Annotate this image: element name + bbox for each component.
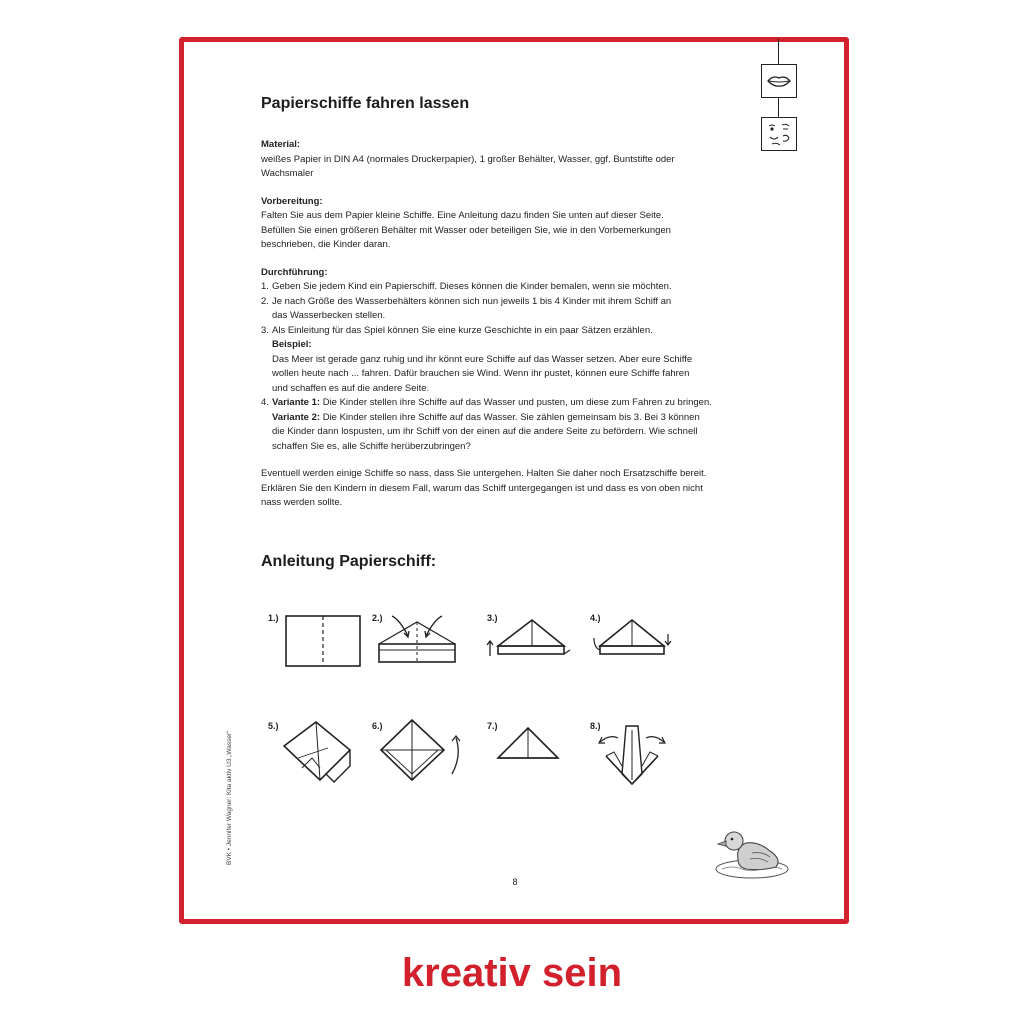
step-4: 4. Variante 1: Die Kinder stellen ihre Schiffe auf das Wasser und pusten, um diese zum Fahren zu bringen. (261, 397, 712, 408)
footer-tagline: kreativ sein (401, 951, 623, 995)
step-label: 6.) (372, 721, 383, 731)
step-1: 1. Geben Sie jedem Kind ein Papierschiff. Dieses können die Kinder bemalen, wenn sie möchten. (261, 281, 672, 292)
fold-step-7-diagram (492, 720, 570, 768)
step-label: 8.) (590, 721, 601, 731)
step-2: 2. Je nach Größe des Wasserbehälters können sich nun jeweils 1 bis 4 Kinder mit ihrem Schiff an (261, 295, 672, 307)
fold-step-2-diagram (374, 606, 460, 666)
step-label: 4.) (590, 613, 601, 623)
step-label: 2.) (372, 613, 383, 623)
variant-2-line: Variante 2: Die Kinder stellen ihre Schiffe auf das Wasser. Sie zählen gemeinsam bis 3. Bei 3 können (272, 411, 700, 423)
fold-step-5-diagram (280, 718, 360, 788)
fold-step-3-diagram (480, 612, 572, 662)
material-line: Wachsmaler (261, 168, 314, 179)
step-label: 3.) (487, 613, 498, 623)
variant-2-line: die Kinder dann lospusten, um ihr Schiff von der einen auf die andere Seite zu befördern. Wie schnell (272, 426, 698, 437)
example-line: wollen heute nach ... fahren. Dafür brauchen sie Wind. Wenn ihr pustet, können eure Schiffe fahren (272, 368, 690, 379)
example-line: und schaffen es auf die andere Seite. (272, 382, 430, 394)
step-3: 3. Als Einleitung für das Spiel können Sie eine kurze Geschichte in ein paar Sätzen erzählen. (261, 324, 653, 336)
face-icon (761, 117, 797, 151)
durchfuehrung-heading: Durchführung: (261, 266, 328, 278)
fold-step-4-diagram (588, 612, 674, 662)
vorbereitung-line: Falten Sie aus dem Papier kleine Schiffe. Eine Anleitung dazu finden Sie unten auf dieser Seite. (261, 210, 664, 221)
example-line: Das Meer ist gerade ganz ruhig und ihr könnt eure Schiffe auf das Wasser setzen. Aber eure Schiffe (272, 353, 693, 365)
fold-step-1-diagram (282, 612, 364, 670)
closing-line: nass werden sollte. (261, 497, 343, 508)
material-line: weißes Papier in DIN A4 (normales Druckerpapier), 1 großer Behälter, Wasser, ggf. Buntstifte oder (261, 153, 675, 165)
material-heading: Material: (261, 139, 301, 150)
step-label: 7.) (487, 721, 498, 731)
variant-2-line: schaffen Sie es, alle Schiffe herüberzubringen? (272, 440, 471, 452)
mouth-icon (761, 64, 797, 98)
step-label: 5.) (268, 721, 279, 731)
instructions-title: Anleitung Papierschiff: (261, 553, 437, 570)
page-number: 8 (512, 877, 518, 887)
step-label: 1.) (268, 613, 279, 623)
side-credit: BVK • Jennifer Wagner: Kita aktiv U3 „Wasser“ (226, 730, 233, 865)
main-content (261, 95, 766, 511)
closing-line: Eventuell werden einige Schiffe so nass, dass Sie untergehen. Halten Sie daher noch Ersatzschiffe bereit. (261, 468, 707, 479)
fold-step-6-diagram (376, 716, 468, 786)
vorbereitung-line: Befüllen Sie einen größeren Behälter mit Wasser oder beteiligen Sie, wie in den Vorbemerkungen (261, 224, 671, 236)
fold-step-8-diagram (592, 716, 676, 792)
vorbereitung-heading: Vorbereitung: (261, 195, 323, 207)
example-label: Beispiel: (272, 339, 312, 350)
step-2-continued: das Wasserbecken stellen. (272, 310, 386, 321)
vorbereitung-line: beschrieben, die Kinder daran. (261, 239, 391, 250)
page-title: Papierschiffe fahren lassen (261, 95, 470, 112)
closing-line: Erklären Sie den Kindern in diesem Fall, warum das Schiff untergegangen ist und dass es von oben nicht (261, 482, 703, 494)
duck-icon (712, 825, 790, 881)
